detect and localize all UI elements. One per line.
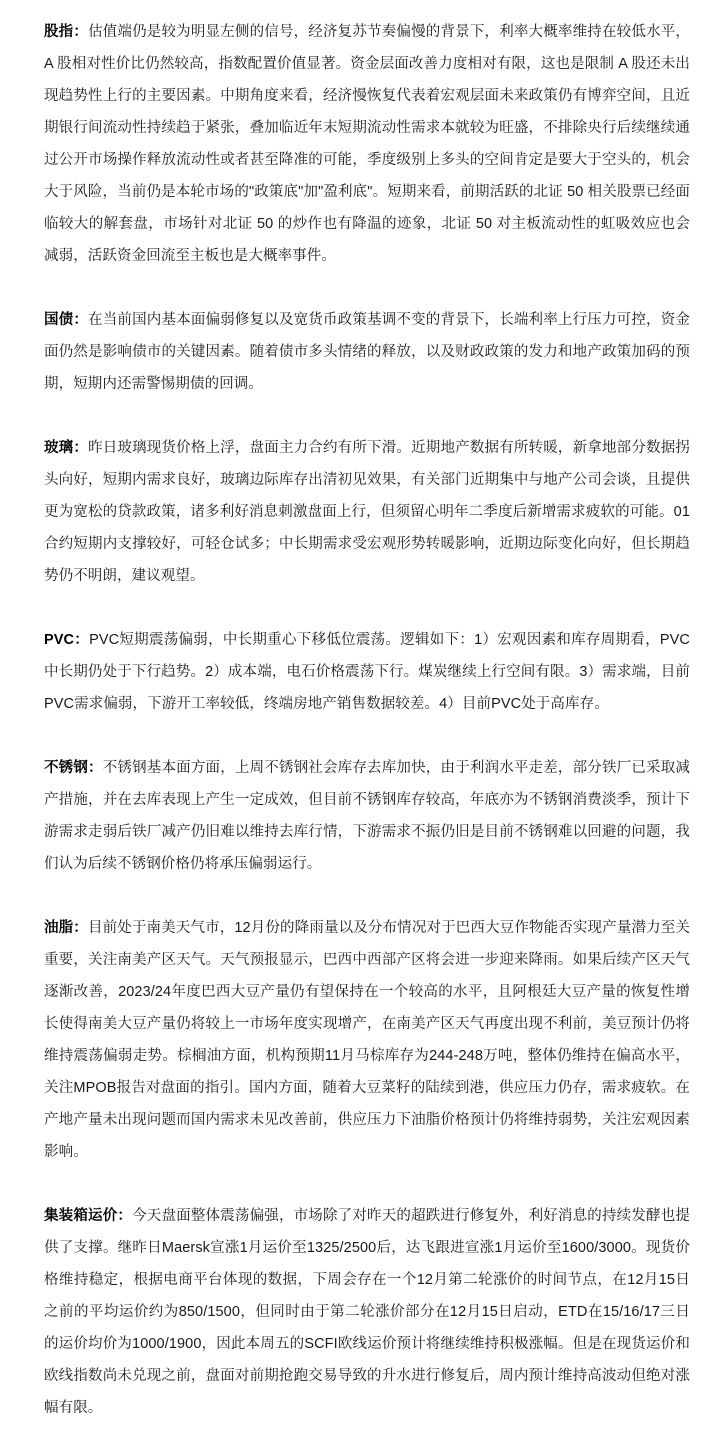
section-text-container-freight-rate: 今天盘面整体震荡偏强，市场除了对昨天的超跌进行修复外，利好消息的持续发酵也提供了支撑。继昨日Maersk宣涨1月运价至1325/2500后，达飞跟进宣涨1月运价至1600/3000。现货价格维持稳定，根据电商平台体现的数据，下周会存在一个12月第二轮涨价的时间节点，在12月15日之前的平均运价约为850/1500，但同时由于第二轮涨价部分在12月15日启动，ETD在15/16/17三日的运价均价为1000/1900，因此本周五的SCFI欧线运价预计将继续维持积极涨幅。但是在现货运价和欧线指数尚未兑现之前，盘面对前期抢跑交易导致的升水进行修复后，周内预计维持高波动但绝对涨幅有限。	[44, 1208, 690, 1416]
section-paragraph	[44, 304, 690, 400]
section-text-oils-and-fats: 目前处于南美天气市，12月份的降雨量以及分布情况对于巴西大豆作物能否实现产量潜力至关重要，关注南美产区天气。天气预报显示，巴西中西部产区将会进一步迎来降雨。如果后续产区天气逐渐改善，2023/24年度巴西大豆产量仍有望保持在一个较高的水平，且阿根廷大豆产量的恢复性增长使得南美大豆产量仍将较上一市场年度实现增产，在南美产区天气再度出现不利前，美豆预计仍将维持震荡偏弱走势。棕榈油方面，机构预期11月马棕库存为244-248万吨，整体仍维持在偏高水平，关注MPOB报告对盘面的指引。国内方面，随着大豆菜籽的陆续到港，供应压力仍存，需求疲软。在产地产量未出现问题而国内需求未见改善前，供应压力下油脂价格预计仍将维持弱势，关注宏观因素影响。	[44, 920, 690, 1160]
section-paragraph	[44, 752, 690, 880]
section-label-stainless-steel: 不锈钢：	[44, 760, 103, 776]
section-text-glass: 昨日玻璃现货价格上浮，盘面主力合约有所下滑。近期地产数据有所转暖，新拿地部分数据拐头向好，短期内需求良好，玻璃边际库存出清初见效果，有关部门近期集中与地产公司会谈，且提供更为宽松的贷款政策，诸多利好消息刺激盘面上行，但须留心明年二季度后新增需求疲软的可能。01合约短期内支撑较好，可轻仓试多；中长期需求受宏观形势转暖影响，近期边际变化向好，但长期趋势仍不明朗，建议观望。	[44, 440, 690, 584]
section-text-treasury-bonds: 在当前国内基本面偏弱修复以及宽货币政策基调不变的背景下，长端利率上行压力可控，资金面仍然是影响债市的关键因素。随着债市多头情绪的释放，以及财政政策的发力和地产政策加码的预期，短期内还需警惕期债的回调。	[44, 312, 690, 392]
section-label-stock-index: 股指：	[44, 24, 89, 40]
section-treasury-bonds	[44, 304, 690, 400]
section-paragraph	[44, 16, 690, 272]
section-glass	[44, 432, 690, 592]
section-label-container-freight-rate: 集装箱运价：	[44, 1208, 133, 1224]
section-label-treasury-bonds: 国债：	[44, 312, 89, 328]
section-paragraph	[44, 432, 690, 592]
section-paragraph	[44, 1200, 690, 1424]
section-text-stainless-steel: 不锈钢基本面方面，上周不锈钢社会库存去库加快，由于利润水平走差，部分铁厂已采取减产措施，并在去库表现上产生一定成效，但目前不锈钢库存较高，年底亦为不锈钢消费淡季，预计下游需求走弱后铁厂减产仍旧难以维持去库行情，下游需求不振仍旧是目前不锈钢难以回避的问题，我们认为后续不锈钢价格仍将承压偏弱运行。	[44, 760, 690, 872]
section-oils-and-fats	[44, 912, 690, 1168]
section-container-freight-rate	[44, 1200, 690, 1424]
section-text-stock-index: 估值端仍是较为明显左侧的信号，经济复苏节奏偏慢的背景下，利率大概率维持在较低水平，A 股相对性价比仍然较高，指数配置价值显著。资金层面改善力度相对有限，这也是限制 A 股还未出现趋势性上行的主要因素。中期角度来看，经济慢恢复代表着宏观层面未来政策仍有博弈空间，且近期银行间流动性持续趋于紧张，叠加临近年末短期流动性需求本就较为旺盛，不排除央行后续继续通过公开市场操作释放流动性或者甚至降准的可能，季度级别上多头的空间肯定是要大于空头的，机会大于风险，当前仍是本轮市场的"政策底"加"盈利底"。短期来看，前期活跃的北证 50 相关股票已经面临较大的解套盘，市场针对北证 50 的炒作也有降温的迹象，北证 50 对主板流动性的虹吸效应也会减弱，活跃资金回流至主板也是大概率事件。	[44, 24, 690, 264]
section-text-pvc: PVC短期震荡偏弱，中长期重心下移低位震荡。逻辑如下：1）宏观因素和库存周期看，PVC中长期仍处于下行趋势。2）成本端，电石价格震荡下行。煤炭继续上行空间有限。3）需求端，目前PVC需求偏弱，下游开工率较低，终端房地产销售数据较差。4）目前PVC处于高库存。	[44, 632, 690, 712]
section-label-glass: 玻璃：	[44, 440, 89, 456]
section-paragraph	[44, 624, 690, 720]
section-label-pvc: PVC：	[44, 632, 90, 648]
section-label-oils-and-fats: 油脂：	[44, 920, 88, 936]
section-pvc	[44, 624, 690, 720]
section-paragraph	[44, 912, 690, 1168]
section-stock-index	[44, 16, 690, 272]
section-stainless-steel	[44, 752, 690, 880]
